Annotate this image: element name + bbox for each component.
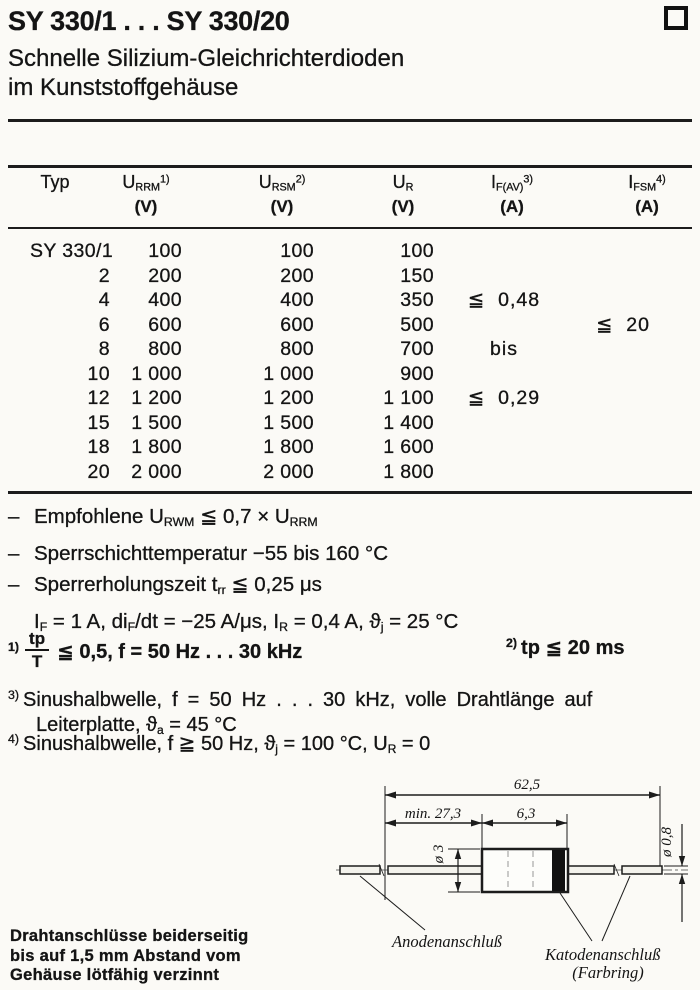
footnote-4: $^{4)}$ Sinushalbwelle, f ≧ 50 Hz, $ϑ_j = 100$ °C, $U_R = 0$ [8, 732, 431, 756]
cathode-colorring-label: (Farbring) [572, 963, 644, 982]
table-row: 4 [98, 289, 110, 311]
note-dash: – [8, 542, 20, 566]
column-header-ifav: $I_{F(AV)}^{3)}$ (A) [490, 172, 533, 216]
note-dash: – [8, 573, 20, 597]
footnote-3: $^{3)}$ Sinushalbwelle, f = 50 Hz . . . 30 kHz, volle Drahtlänge auf Leiterplatte, $ϑ_a = 45$ °C [8, 688, 593, 737]
footnote-row [8, 630, 692, 678]
table-bottom-rule [8, 491, 692, 494]
note-dash: – [8, 505, 20, 528]
footnote-1: $^{1)}$ $\frac{tp}{T}$ ≦ 0,5, f = 50 Hz . . . 30 kHz [8, 629, 303, 671]
table-header-row [8, 172, 692, 217]
solder-note-line-2: bis auf 1,5 mm Abstand vom [10, 946, 241, 965]
table-header-rule [8, 227, 692, 229]
footnote-1-marker: 1) [8, 639, 20, 654]
dim-lead-min-length: min. 27,3 [404, 806, 462, 822]
dim-body-diameter: ø 3 [431, 844, 447, 864]
solder-note [10, 927, 249, 986]
column-header-ifsm: $I_{FSM}^{4)}$ (A) [628, 172, 666, 216]
column-header-ur: $U_R$ (V) [391, 172, 415, 216]
corner-square-mark [664, 6, 688, 30]
table-top-rule [8, 165, 692, 168]
dim-lead-diameter: ø 0,8 [659, 827, 675, 857]
solder-note-line-1: Drahtanschlüsse beiderseitig [10, 927, 249, 945]
page-title: SY 330/1 . . . SY 330/20 [8, 6, 290, 36]
note-test-conditions: $I_F = 1$ A, $di_F/dt = -25$ A/μs, $I_R = 0,4$ A, $ϑ_j = 25$ °C [34, 610, 459, 635]
table-row: 2 [98, 264, 110, 287]
column-header-typ: Typ [40, 172, 70, 192]
note-reverse-recovery-time: – Sperrerholungszeit $t_{rr}$ ≦ 0,25 μs [8, 569, 458, 606]
duty-cycle-fraction: $\frac{tp}{T}$ [25, 630, 49, 670]
table-row: 12 [87, 387, 110, 409]
note-recommended-urwm: – Empfohlene $U_{RWM}$ ≦ $0,7 \times U_{RRM}$ [8, 501, 458, 538]
notes-list [8, 501, 458, 643]
cathode-band [552, 850, 565, 891]
anode-terminal-label: Anodenanschluß [392, 932, 502, 951]
package-outline-drawing [330, 770, 700, 990]
dim-body-length: 6,3 [516, 806, 536, 822]
column-header-urrm: $U_{RRM}^{1)}$ (V) [122, 172, 170, 216]
note-junction-temperature: – Sperrschichttemperatur −55 bis 160 °C [8, 538, 458, 569]
cathode-terminal-label: Katodenanschluß [545, 945, 661, 964]
table-row: 20 [87, 460, 110, 483]
table-row: 8 [98, 338, 110, 360]
dim-overall-length: 62,5 [513, 777, 541, 793]
table-row: 18 [87, 436, 110, 458]
subtitle-line-2: im Kunststoffgehäuse [8, 74, 239, 101]
table-row: 6 [98, 313, 110, 336]
footnote-2: $^{2)}$ tp ≦ 20 ms [506, 636, 625, 659]
table-row: SY 330/1 [30, 240, 114, 262]
column-header-ursm: $U_{RSM}^{2)}$ (V) [258, 172, 306, 216]
footnote-2-marker: 2) [506, 636, 518, 651]
page-subtitle [8, 44, 404, 102]
table-body: SY 330/1 100 100 100 2 200 200 150 4 400 400 350 ≦ 0,48 6 600 600 500 ≦ 20 8 800 800 700 bis 10 1 000 1 000 900 12 1 200 1 200 1 100 ≦ 0,29 15 1 500 1 500 1 400 18 1 800 1 800 1 600 20 2 000 2 000 1 800 [30, 240, 650, 483]
table-row: 15 [87, 411, 110, 434]
subtitle-rule [8, 119, 692, 122]
footnote-3-marker: 3) [8, 688, 20, 702]
table-row: 10 [87, 362, 110, 385]
subtitle-line-1: Schnelle Silizium-Gleichrichterdioden [8, 45, 405, 72]
solder-note-line-3: Gehäuse lötfähig verzinnt [10, 966, 220, 984]
footnote-4-marker: 4) [8, 732, 20, 747]
